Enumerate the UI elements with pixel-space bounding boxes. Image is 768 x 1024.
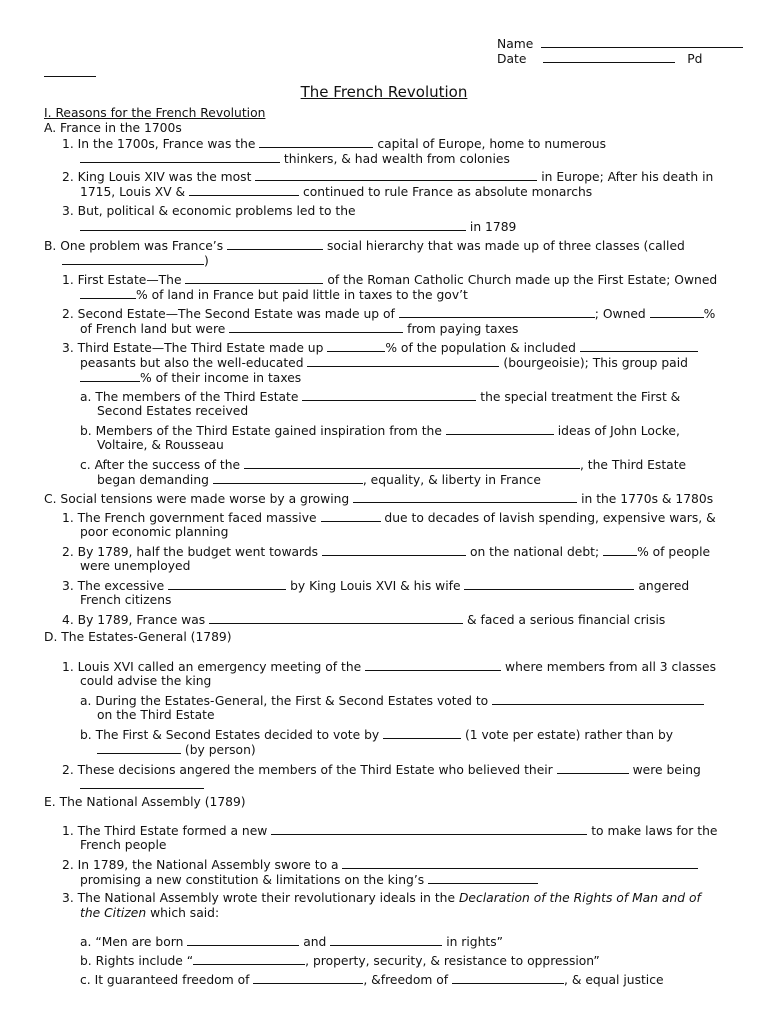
blank[interactable]	[580, 339, 698, 352]
question-line: were unemployed	[80, 559, 191, 573]
blank[interactable]	[428, 871, 538, 884]
question-line: 3. But, political & economic problems led to the	[62, 204, 356, 218]
question-line: )	[62, 252, 209, 269]
blank[interactable]	[80, 218, 466, 231]
question-line: 1. The Third Estate formed a new to make laws for the	[62, 824, 718, 838]
question-line: 3. The National Assembly wrote their revolutionary ideals in the Declaration of the Rights of Man and of	[62, 891, 701, 905]
blank[interactable]	[62, 252, 204, 265]
question-line: thinkers, & had wealth from colonies	[80, 150, 510, 167]
blank[interactable]	[330, 933, 442, 946]
question-line: poor economic planning	[80, 525, 229, 539]
question-line: 1715, Louis XV & continued to rule France as absolute monarchs	[80, 185, 593, 199]
blank[interactable]	[229, 320, 403, 333]
blank[interactable]	[603, 543, 637, 556]
question-line: 1. In the 1700s, France was the capital of Europe, home to numerous	[62, 137, 606, 151]
blank[interactable]	[80, 150, 280, 163]
section-heading: I. Reasons for the French Revolution	[44, 106, 266, 120]
date-row	[497, 50, 702, 67]
question-line: a. During the Estates-General, the First & Second Estates voted to	[80, 692, 704, 709]
page-title: The French Revolution	[300, 83, 468, 101]
question-line: 2. Second Estate—The Second Estate was made up of ; Owned %	[62, 307, 716, 321]
question-line: of French land but were from paying taxes	[80, 322, 519, 336]
blank[interactable]	[185, 271, 323, 284]
blank[interactable]	[97, 741, 181, 754]
question-line: 3. Third Estate—The Third Estate made up % of the population & included	[62, 339, 698, 356]
blank[interactable]	[327, 339, 385, 352]
blank[interactable]	[189, 183, 299, 196]
blank[interactable]	[271, 822, 587, 835]
question-line: French citizens	[80, 593, 172, 607]
question-line: 2. In 1789, the National Assembly swore to a	[62, 856, 698, 873]
blank[interactable]	[650, 305, 704, 318]
blank[interactable]	[213, 471, 363, 484]
blank[interactable]	[227, 237, 323, 250]
question-line: c. It guaranteed freedom of , &freedom of , & equal justice	[80, 973, 664, 987]
question-line: c. After the success of the , the Third Estate	[80, 458, 687, 472]
question-line: promising a new constitution & limitations on the king’s	[80, 871, 538, 888]
name-label: Name	[497, 37, 534, 51]
question-line: b. Members of the Third Estate gained inspiration from the ideas of John Locke,	[80, 424, 680, 438]
pd-row	[44, 64, 96, 81]
question-line: in 1789	[80, 218, 516, 235]
blank[interactable]	[399, 305, 595, 318]
blank[interactable]	[253, 971, 363, 984]
question-line	[80, 776, 204, 793]
subsection-heading: A. France in the 1700s	[44, 121, 182, 135]
blank[interactable]	[244, 456, 580, 469]
blank[interactable]	[322, 543, 466, 556]
question-line: could advise the king	[80, 674, 212, 688]
question-line: French people	[80, 838, 167, 852]
question-line: 1. Louis XVI called an emergency meeting of the where members from all 3 classes	[62, 660, 717, 674]
blank[interactable]	[80, 286, 136, 299]
name-field[interactable]	[541, 35, 743, 48]
blank[interactable]	[492, 692, 704, 705]
question-line: on the Third Estate	[97, 708, 215, 722]
question-line: a. The members of the Third Estate the special treatment the First &	[80, 390, 681, 404]
question-line: began demanding , equality, & liberty in France	[97, 473, 541, 487]
date-label: Date	[497, 52, 527, 66]
blank[interactable]	[302, 388, 476, 401]
blank[interactable]	[452, 971, 564, 984]
blank[interactable]	[383, 726, 461, 739]
subsection-heading: C. Social tensions were made worse by a growing in the 1770s & 1780s	[44, 492, 714, 506]
question-line: the Citizen which said:	[80, 906, 220, 920]
question-line: 3. The excessive by King Louis XVI & his wife angered	[62, 579, 690, 593]
blank[interactable]	[80, 369, 140, 382]
question-line: b. The First & Second Estates decided to vote by (1 vote per estate) rather than by	[80, 728, 674, 742]
question-line: peasants but also the well-educated (bourgeoisie); This group paid	[80, 356, 688, 370]
subsection-heading: D. The Estates-General (1789)	[44, 630, 232, 644]
subsection-heading: E. The National Assembly (1789)	[44, 795, 246, 809]
question-line: 1. First Estate—The of the Roman Catholic Church made up the First Estate; Owned	[62, 273, 718, 287]
blank[interactable]	[307, 354, 499, 367]
blank[interactable]	[321, 509, 381, 522]
blank[interactable]	[168, 577, 286, 590]
blank[interactable]	[187, 933, 299, 946]
question-line: % of their income in taxes	[80, 369, 301, 386]
question-line: 4. By 1789, France was & faced a serious financial crisis	[62, 613, 666, 627]
question-line: 2. King Louis XIV was the most in Europe; After his death in	[62, 170, 714, 184]
question-line: 1. The French government faced massive due to decades of lavish spending, expensive wars, &	[62, 511, 716, 525]
blank[interactable]	[209, 611, 463, 624]
question-line: Second Estates received	[97, 404, 249, 418]
date-field[interactable]	[543, 50, 675, 63]
blank[interactable]	[193, 952, 305, 965]
pd-label: Pd	[687, 52, 703, 66]
blank[interactable]	[342, 856, 698, 869]
blank[interactable]	[464, 577, 634, 590]
question-line: 2. These decisions angered the members of the Third Estate who believed their were being	[62, 763, 701, 777]
blank[interactable]	[353, 490, 577, 503]
blank[interactable]	[557, 761, 629, 774]
question-line: 2. By 1789, half the budget went towards on the national debt; % of people	[62, 545, 711, 559]
question-line: b. Rights include “ , property, security, & resistance to oppression”	[80, 954, 600, 968]
pd-field[interactable]	[44, 64, 96, 77]
subsection-heading: B. One problem was France’s social hierarchy that was made up of three classes (called	[44, 239, 685, 253]
question-line: % of land in France but paid little in taxes to the gov’t	[80, 286, 468, 303]
blank[interactable]	[365, 658, 501, 671]
blank[interactable]	[255, 168, 537, 181]
question-line: (by person)	[97, 741, 256, 758]
blank[interactable]	[446, 422, 554, 435]
blank[interactable]	[259, 135, 373, 148]
blank[interactable]	[80, 776, 204, 789]
question-line: a. “Men are born and in rights”	[80, 935, 503, 949]
question-line: Voltaire, & Rousseau	[97, 438, 224, 452]
